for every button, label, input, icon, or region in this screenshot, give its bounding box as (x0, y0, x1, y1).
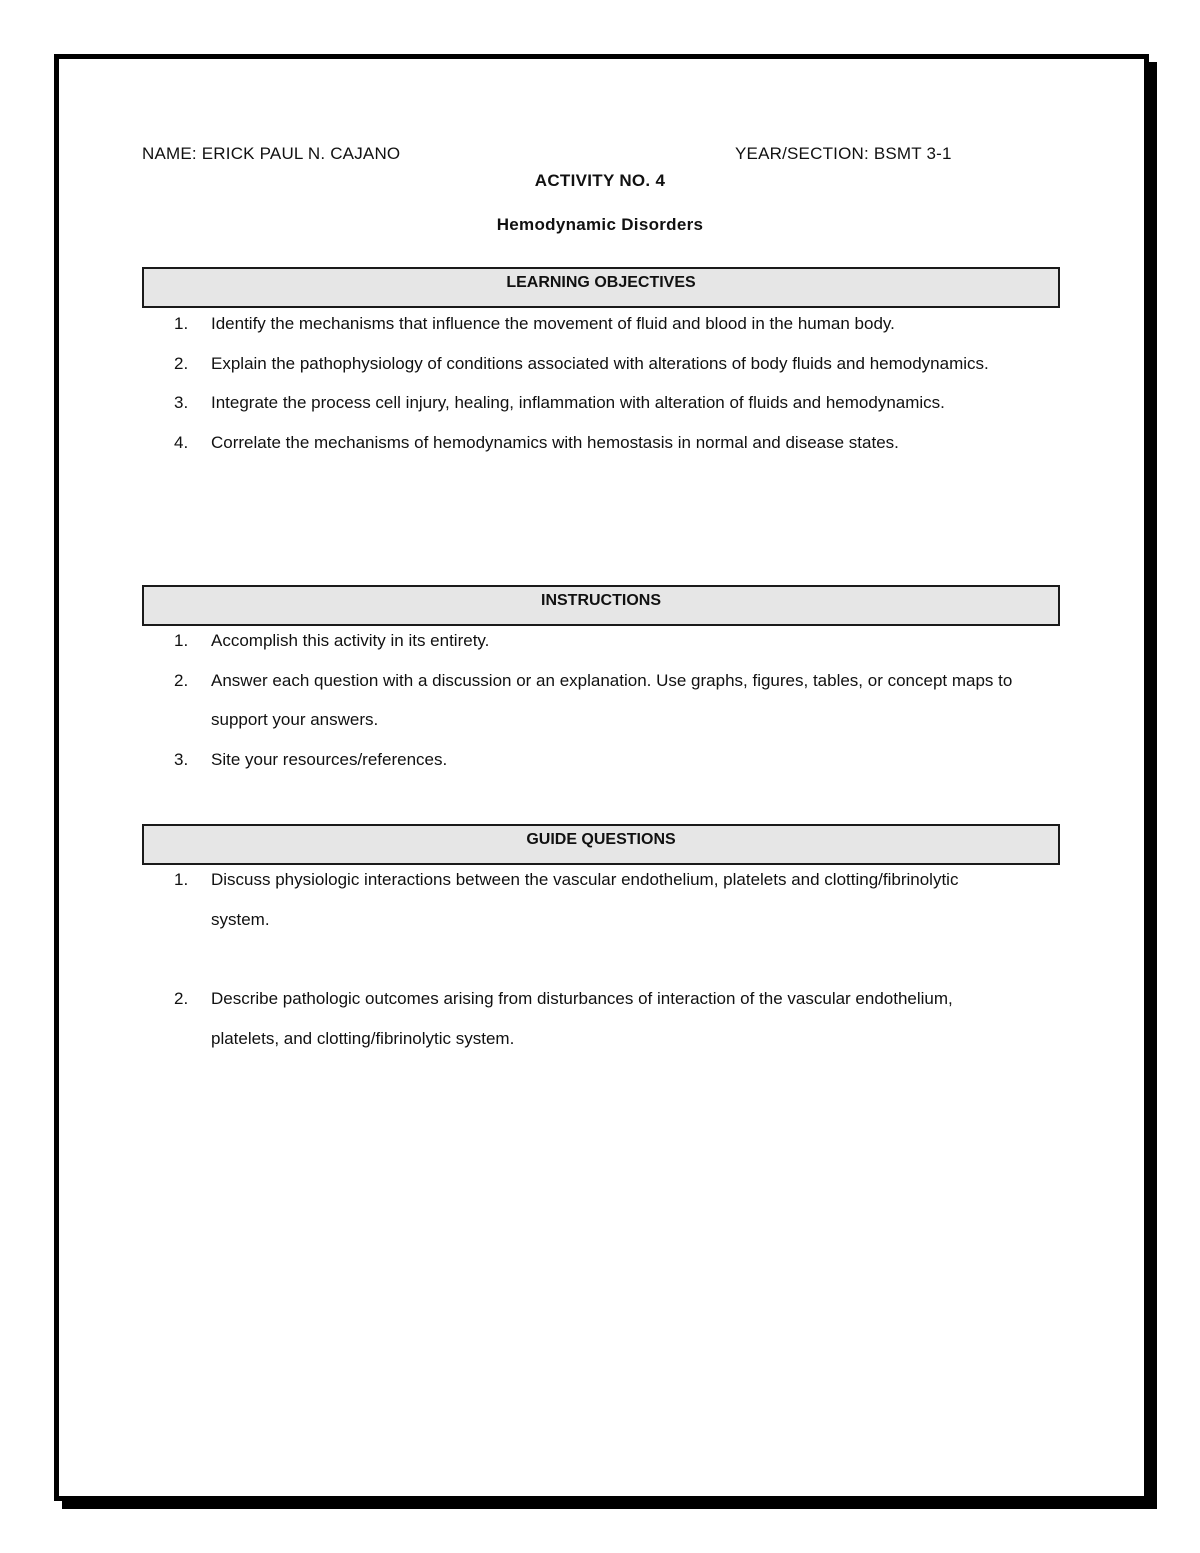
item-number: 2. (174, 670, 189, 690)
item-text: Answer each question with a discussion or an explanation. Use graphs, figures, tables, or concept maps to support your answers. (211, 670, 1013, 729)
guide-questions-heading: GUIDE QUESTIONS (142, 824, 1060, 865)
list-item (170, 860, 971, 939)
item-text: Accomplish this activity in its entirety. (211, 631, 490, 650)
item-text: Describe pathologic outcomes arising from disturbances of interaction of the vascular endothelium, platelets, and clotting/fibrinolytic system. (211, 989, 953, 1048)
guide-questions-list (170, 860, 1050, 1058)
item-number: 3. (174, 749, 189, 769)
student-name: NAME: ERICK PAUL N. CAJANO (142, 144, 401, 163)
item-text: Identify the mechanisms that influence the movement of fluid and blood in the human body. (211, 314, 895, 333)
item-text: Correlate the mechanisms of hemodynamics with hemostasis in normal and disease states. (211, 432, 899, 452)
subject-title: Hemodynamic Disorders (496, 215, 704, 234)
activity-title: ACTIVITY NO. 4 (534, 171, 666, 190)
item-number: 3. (174, 393, 189, 412)
list-item (170, 304, 1061, 344)
item-text: Discuss physiologic interactions between the vascular endothelium, platelets and clotting/fibrinolytic system. (211, 870, 959, 929)
item-text: Integrate the process cell injury, healing, inflammation with alteration of fluids and hemodynamics. (211, 393, 945, 412)
learning-objectives-heading: LEARNING OBJECTIVES (142, 267, 1060, 308)
item-number: 2. (174, 989, 189, 1008)
year-section: YEAR/SECTION: BSMT 3-1 (735, 144, 952, 163)
list-item (170, 621, 1031, 661)
list-item (170, 383, 991, 423)
item-text: Site your resources/references. (211, 749, 448, 769)
list-item (170, 423, 1061, 463)
item-number: 1. (174, 314, 189, 333)
list-item (170, 740, 1031, 780)
instructions-list (170, 621, 1050, 779)
item-text: Explain the pathophysiology of conditions associated with alterations of body fluids and hemodynamics. (211, 353, 989, 373)
item-number: 2. (174, 353, 189, 373)
list-item (170, 979, 1011, 1058)
list-item (170, 344, 1021, 384)
item-number: 1. (174, 870, 189, 889)
learning-objectives-list (170, 304, 1050, 462)
list-item (170, 661, 1031, 740)
instructions-heading: INSTRUCTIONS (142, 585, 1060, 626)
item-number: 4. (174, 432, 189, 452)
item-number: 1. (174, 631, 189, 650)
